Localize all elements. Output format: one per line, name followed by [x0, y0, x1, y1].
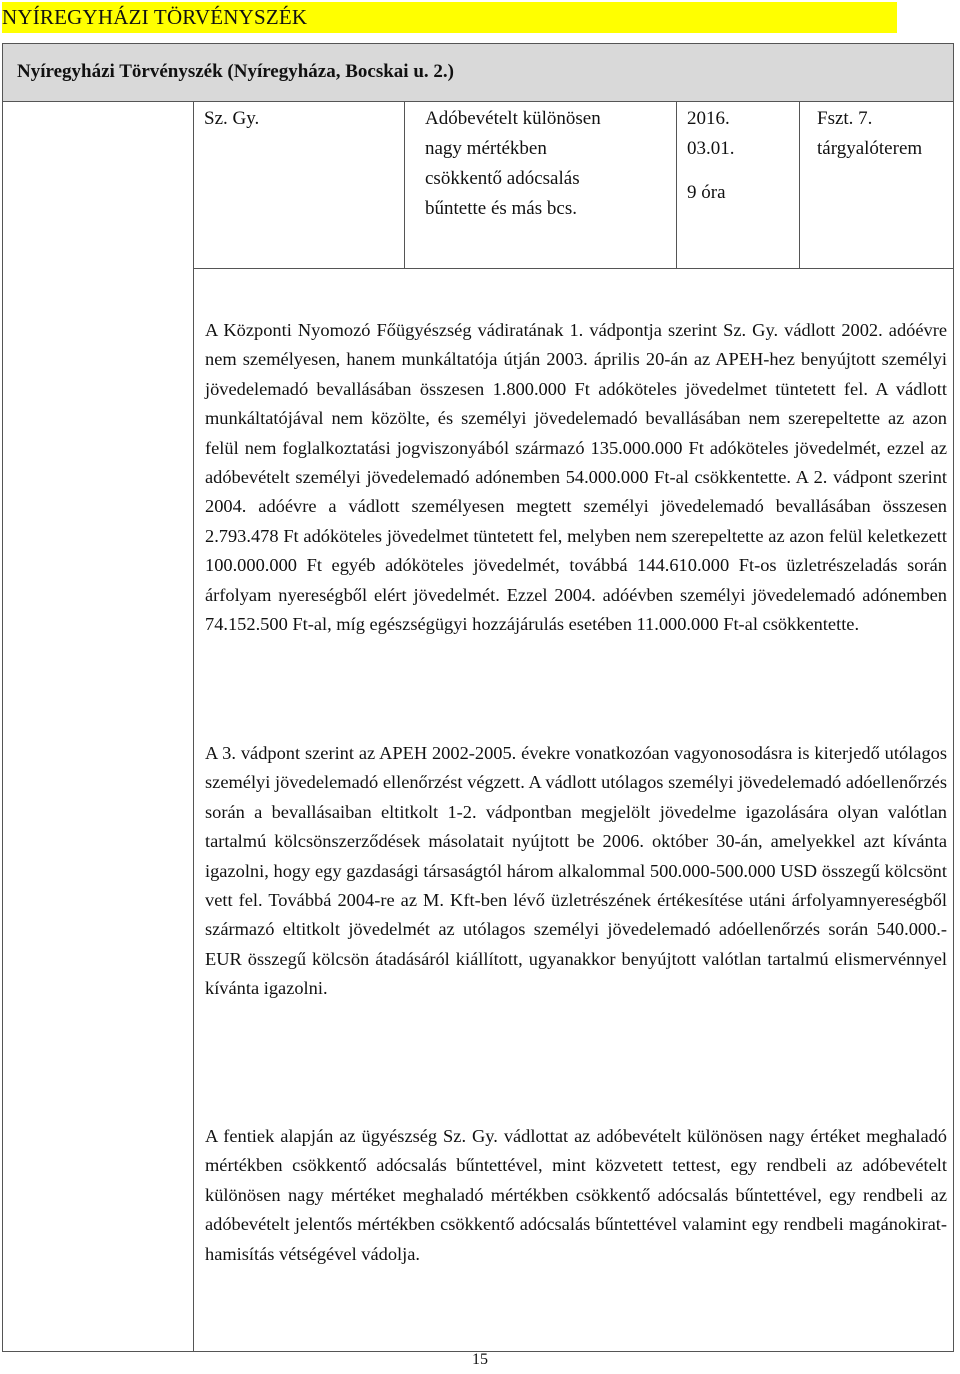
column-divider: [193, 101, 194, 1352]
column-divider: [799, 101, 800, 269]
indictment-paragraph-2: A 3. vádpont szerint az APEH 2002-2005. évekre vonatkozóan vagyonosodásra is kiterjedő utólagos személyi jövedelemadó ellenőrzést végzett. A vádlott utólagos személyi jövedelemadó adóellenőrzés során a bevallásaiban eltitkolt 1-2. vádpontban megjelölt jövedelme igazolására olyan valótlan tartalmú kölcsönszerződések másolatait nyújtott be 2006. október 30-án, amelyekkel azt kívánta igazolni, hogy egy gazdasági társaságtól három alkalommal 500.000-500.000 USD összegű kölcsönt vett fel. Továbbá 2004-re az M. Kft-ben lévő üzletrészének értékesítése utáni árfolyamnyereségből származó eltitkolt jövedelmét az utólagos személyi jövedelemadó adóellenőrzés során 540.000.-EUR összegű kölcsön átadásáról kiállított, ugyanakkor benyújtott valótlan tartalmú elismervénnyel kívánta igazolni.: [205, 743, 947, 999]
column-divider: [404, 101, 405, 269]
offense-cell: [425, 104, 601, 224]
indictment-paragraph-1: A Központi Nyomozó Főügyészség vádiratának 1. vádpontja szerint Sz. Gy. vádlott 2002. adóévre nem személyesen, hanem munkáltatója útján 2003. április 20-án az APEH-hez benyújtott személyi jövedelemadó bevallásában összesen 1.800.000 Ft adóköteles jövedelmet tüntetett fel. A vádlott munkáltatójával nem közölte, és személyi jövedelemadó bevallásában nem szerepeltette az azon felül nem foglalkoztatási jogviszonyából származó 135.000.000 Ft adóköteles jövedelmét, ezzel az adóbevételt személyi jövedelemadó adónemben 54.000.000 Ft-al csökkentette. A 2. vádpont szerint 2004. adóévre a vádlott személyesen megtett személyi jövedelemadó bevallásában összesen 2.793.478 Ft adóköteles jövedelmet tüntetett fel, melyben nem szerepeltette az azon felül keletkezett 100.000.000 Ft egyéb adóköteles jövedelmét, továbbá 144.610.000 Ft-os üzletrészeladás során árfolyam nyereségből elért jövedelmét. Ezzel 2004. adóévben személyi jövedelemadó adónemben 74.152.500 Ft-al, míg egészségügyi hozzájárulás esetében 11.000.000 Ft-al csökkentette.: [205, 320, 947, 635]
offense-line: bűntette és más bcs.: [425, 198, 577, 219]
room-name: tárgyalóterem: [817, 138, 923, 159]
offense-line: nagy mértékben: [425, 138, 547, 159]
date-cell: [687, 104, 735, 208]
indictment-paragraph-3: A fentiek alapján az ügyészség Sz. Gy. vádlottat az adóbevételt különösen nagy értéket meghaladó mértékben csökkentő adócsalás bűntettével, mint közvetett tettest, egy rendbeli az adóbevételt különösen nagy mértéket meghaladó mértékben csökkentő adócsalás bűntettével, egy rendbeli az adóbevételt jelentős mértékben csökkentő adócsalás bűntettével valamint egy rendbeli magánokirat-hamisítás vétségével vádolja.: [205, 1126, 947, 1264]
date-year: 2016.: [687, 108, 730, 129]
hearing-time: 9 óra: [687, 182, 726, 203]
room-cell: [817, 104, 922, 164]
court-banner: NYÍREGYHÁZI TÖRVÉNYSZÉK: [2, 2, 897, 33]
court-name: Nyíregyházi Törvényszék (Nyíregyháza, Bocskai u. 2.): [17, 61, 454, 82]
column-divider: [676, 101, 677, 269]
offense-line: Adóbevételt különösen: [425, 108, 601, 129]
offense-line: csökkentő adócsalás: [425, 168, 580, 189]
defendant-cell: Sz. Gy.: [204, 108, 260, 129]
court-header-row: [2, 43, 954, 102]
room-floor: Fszt. 7.: [817, 108, 873, 129]
row-divider: [193, 268, 954, 269]
date-day: 03.01.: [687, 138, 735, 159]
page-number: 15: [472, 1351, 488, 1368]
